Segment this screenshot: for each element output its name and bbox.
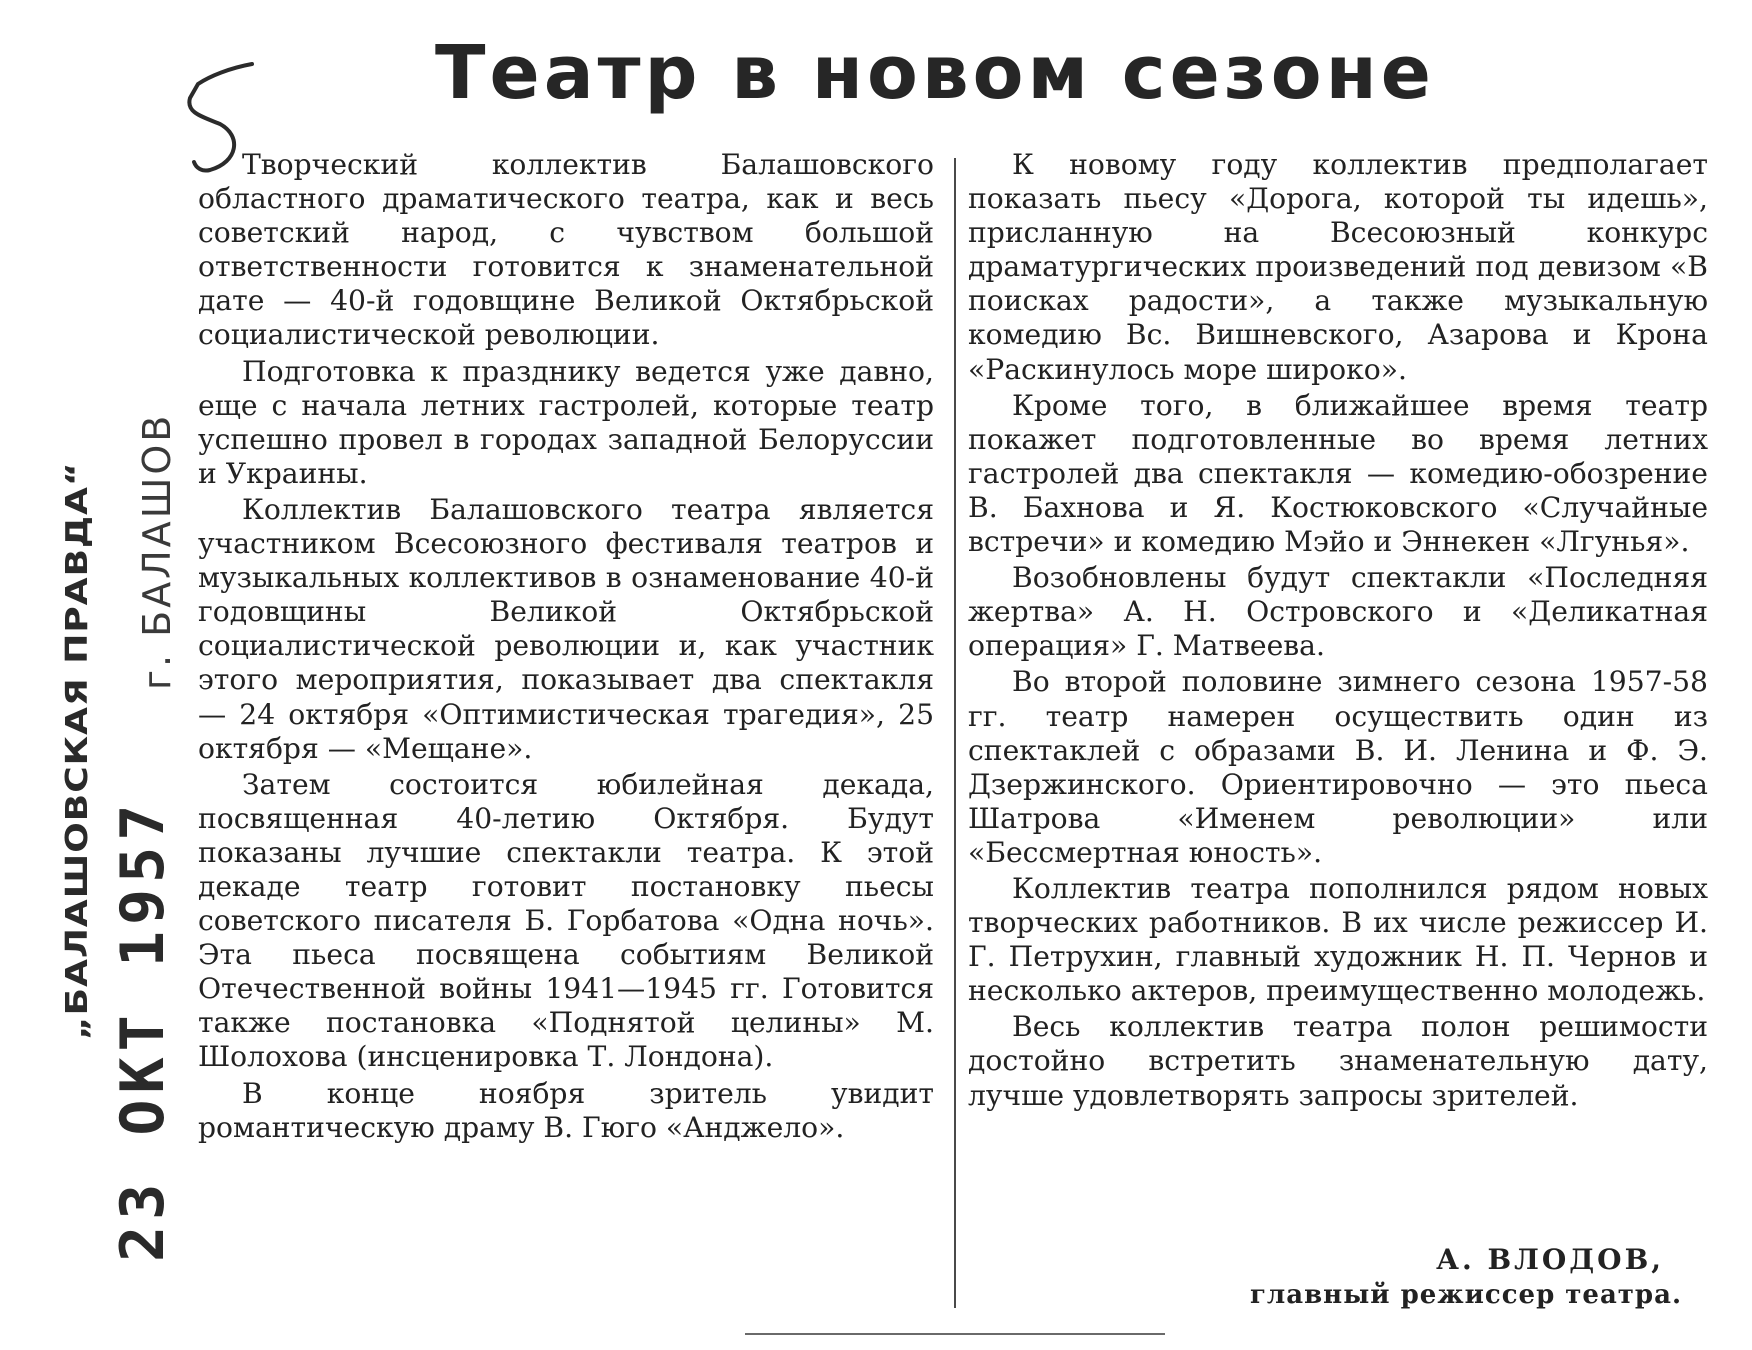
- paragraph: Возобновлены будут спектакли «Последняя жертва» А. Н. Островского и «Деликатная операция» Г. Матвеева.: [968, 561, 1708, 663]
- column-divider: [954, 158, 956, 1308]
- bottom-rule: [745, 1333, 1165, 1335]
- paragraph: Коллектив Балашовского театра является участником Всесоюзного фестиваля театров и музыкальных коллективов в ознаменование 40-й годовщины Великой Октябрьской социалистической революции и, как участник этого мероприятия, показывает два спектакля — 24 октября «Оптимистическая трагедия», 25 октября — «Мещане».: [198, 492, 934, 765]
- paragraph: Кроме того, в ближайшее время театр покажет подготовленные во время летних гастролей два спектакля — комедию-обозрение В. Бахнова и Я. Костюковского «Случайные встречи» и комедию Мэйо и Эннекен «Лгунья».: [968, 388, 1708, 559]
- date-stamp: 23 ОКТ 1957: [108, 798, 178, 1262]
- paragraph: Весь коллектив театра полон решимости достойно встретить знаменательную дату, лучше удовлетворять запросы зрителей.: [968, 1010, 1708, 1112]
- paragraph: В конце ноября зритель увидит романтическую драму В. Гюго «Анджело».: [198, 1076, 934, 1144]
- author-signature: А. ВЛОДОВ,: [1436, 1243, 1664, 1276]
- article-title: Театр в новом сезоне: [435, 30, 1435, 116]
- article-right-column: [968, 148, 1708, 1115]
- paragraph: Творческий коллектив Балашовского областного драматического театра, как и весь советский народ, с чувством большой ответственности готовится к знаменательной дате — 40-й годовщине Великой Октябрьской социалистической революции.: [198, 148, 934, 352]
- paragraph: К новому году коллектив предполагает показать пьесу «Дорога, которой ты идешь», присланную на Всесоюзный конкурс драматургических произведений под девизом «В поисках радости», а также музыкальную комедию Вс. Вишневского, Азарова и Крона «Раскинулось море широко».: [968, 148, 1708, 386]
- paragraph: Подготовка к празднику ведется уже давно, еще с начала летних гастролей, которые театр успешно провел в городах западной Белоруссии и Украины.: [198, 354, 934, 490]
- article-left-column: [198, 148, 934, 1147]
- city-stamp: г. БАЛАШОВ: [135, 412, 179, 690]
- paragraph: Затем состоится юбилейная декада, посвященная 40-летию Октября. Будут показаны лучшие спектакли театра. К этой декаде театр готовит постановку пьесы советского писателя Б. Горбатова «Одна ночь». Эта пьеса посвящена событиям Великой Отечественной войны 1941—1945 гг. Готовится также постановка «Поднятой целины» М. Шолохова (инсценировка Т. Лондона).: [198, 767, 934, 1074]
- paragraph: Во второй половине зимнего сезона 1957-58 гг. театр намерен осуществить один из спектаклей с образами В. И. Ленина и Ф. Э. Дзержинского. Ориентировочно — это пьеса Шатрова «Именем революции» или «Бессмертная юность».: [968, 665, 1708, 869]
- paragraph: Коллектив театра пополнился рядом новых творческих работников. В их числе режиссер И. Г. Петрухин, главный художник Н. П. Чернов и несколько актеров, преимущественно молодежь.: [968, 871, 1708, 1008]
- author-role: главный режиссер театра.: [1250, 1280, 1682, 1310]
- newspaper-name-stamp: „БАЛАШОВСКАЯ ПРАВДА“: [60, 461, 95, 1040]
